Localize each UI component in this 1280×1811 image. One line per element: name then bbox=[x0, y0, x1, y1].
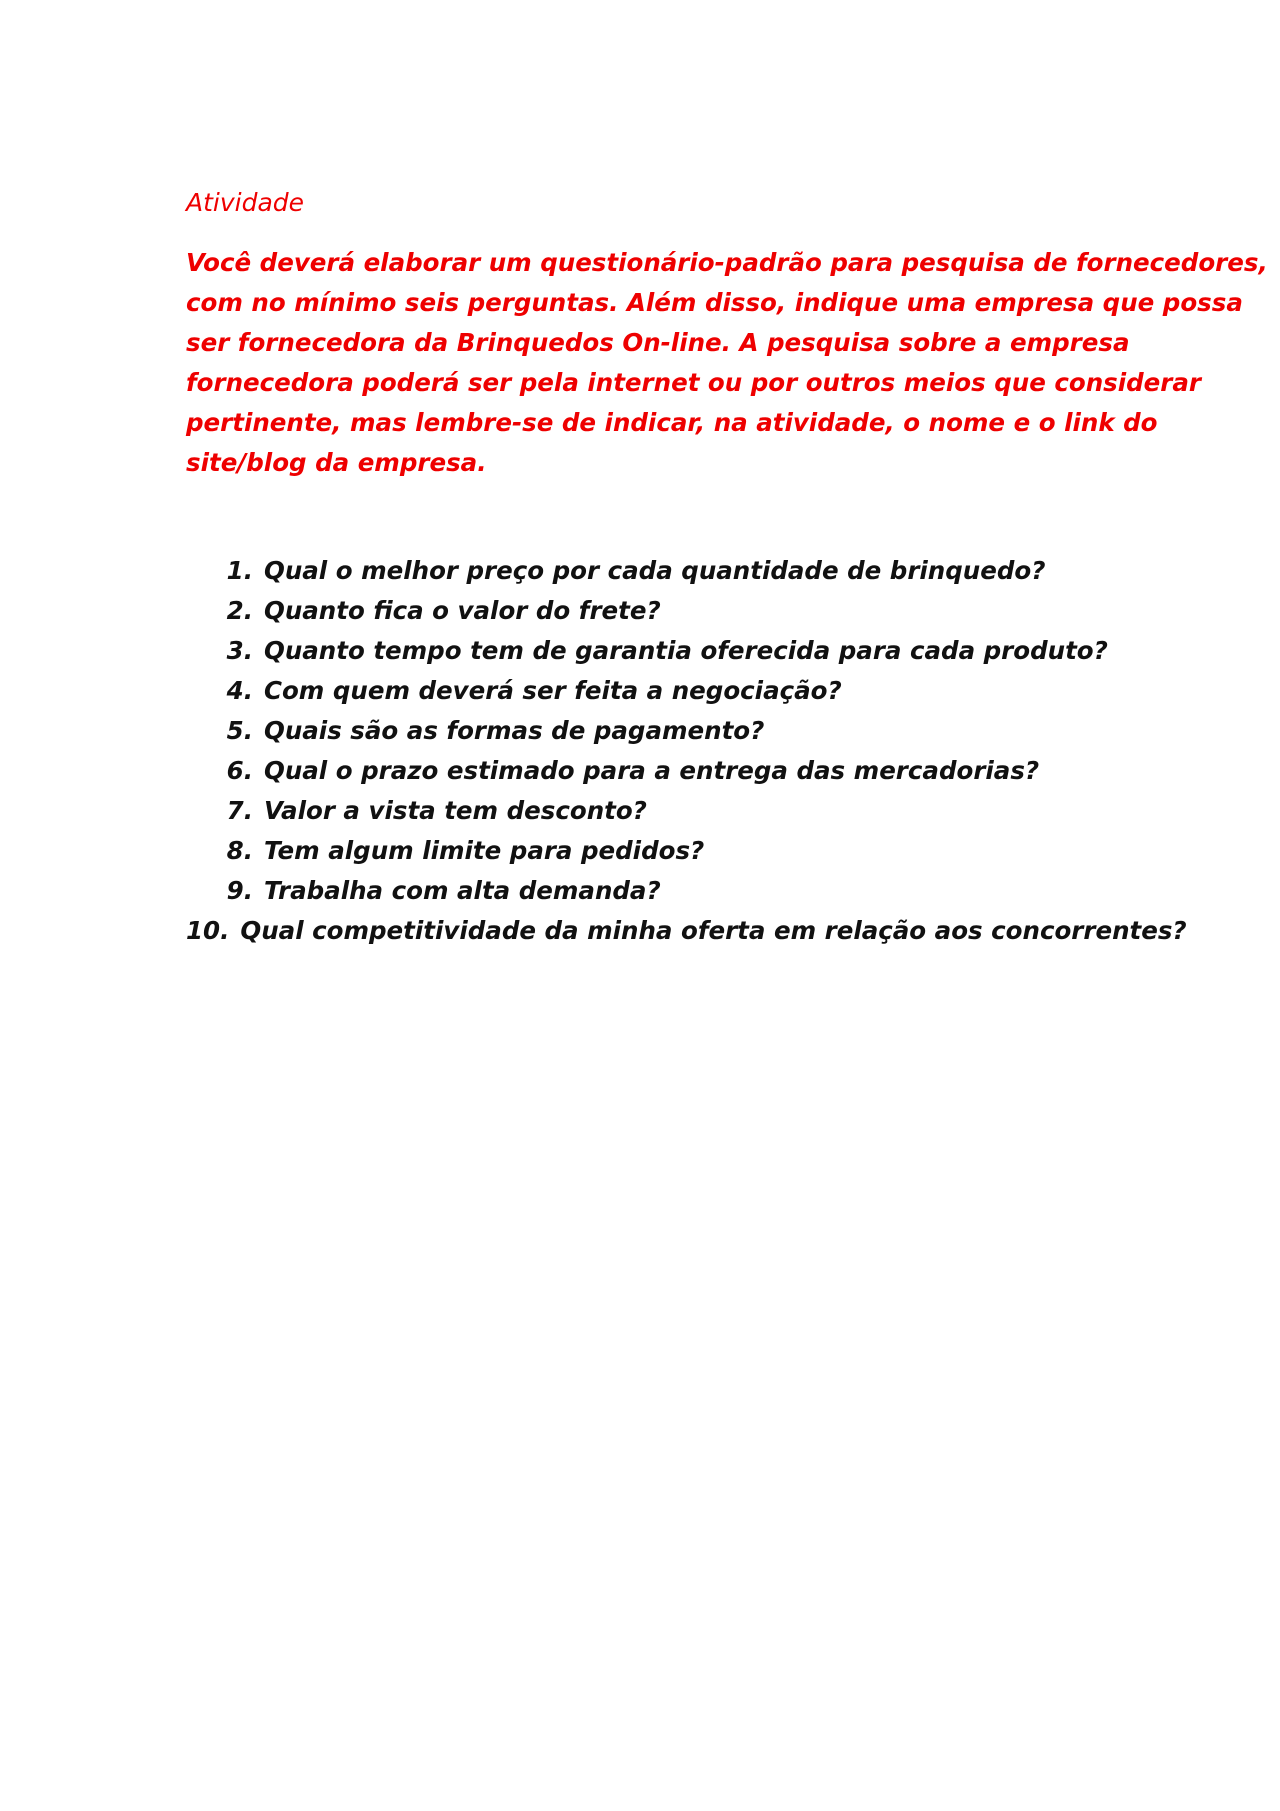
question-item bbox=[186, 831, 1186, 871]
question-number: 2. bbox=[226, 596, 253, 625]
question-text: Quanto fica o valor do frete? bbox=[264, 596, 661, 625]
question-item bbox=[186, 671, 1186, 711]
question-number: 5. bbox=[226, 716, 253, 745]
questions-list bbox=[186, 551, 1186, 951]
question-number: 4. bbox=[226, 676, 253, 705]
question-text: Com quem deverá ser feita a negociação? bbox=[264, 676, 842, 705]
question-text: Quanto tempo tem de garantia oferecida para cada produto? bbox=[264, 636, 1108, 665]
question-number: 1. bbox=[226, 556, 253, 585]
question-text: Qual o prazo estimado para a entrega das mercadorias? bbox=[264, 756, 1040, 785]
instructions-line: fornecedora poderá ser pela internet ou por outros meios que considerar bbox=[186, 368, 1201, 397]
question-item bbox=[186, 751, 1186, 791]
question-item bbox=[186, 631, 1186, 671]
activity-heading: Atividade bbox=[186, 188, 305, 217]
question-text: Qual o melhor preço por cada quantidade de brinquedo? bbox=[264, 556, 1046, 585]
question-number: 10. bbox=[186, 916, 230, 945]
question-item bbox=[186, 791, 1186, 831]
instructions-line: com no mínimo seis perguntas. Além disso, indique uma empresa que possa bbox=[186, 288, 1243, 317]
question-text: Qual competitividade da minha oferta em relação aos concorrentes? bbox=[240, 916, 1187, 945]
question-number: 9. bbox=[226, 876, 253, 905]
question-item bbox=[186, 871, 1186, 911]
question-text: Tem algum limite para pedidos? bbox=[264, 836, 705, 865]
activity-instructions bbox=[186, 243, 1268, 483]
question-item bbox=[186, 911, 1186, 951]
question-number: 8. bbox=[226, 836, 253, 865]
instructions-line: Você deverá elaborar um questionário-padrão para pesquisa de fornecedores, bbox=[186, 248, 1268, 277]
question-item bbox=[186, 551, 1186, 591]
question-text: Trabalha com alta demanda? bbox=[264, 876, 661, 905]
question-text: Quais são as formas de pagamento? bbox=[264, 716, 765, 745]
question-number: 7. bbox=[226, 796, 253, 825]
instructions-line: ser fornecedora da Brinquedos On-line. A pesquisa sobre a empresa bbox=[186, 328, 1130, 357]
question-number: 3. bbox=[226, 636, 253, 665]
instructions-line: pertinente, mas lembre-se de indicar, na atividade, o nome e o link do bbox=[186, 408, 1158, 437]
instructions-line: site/blog da empresa. bbox=[186, 448, 487, 477]
question-text: Valor a vista tem desconto? bbox=[264, 796, 647, 825]
question-number: 6. bbox=[226, 756, 253, 785]
question-item bbox=[186, 591, 1186, 631]
question-item bbox=[186, 711, 1186, 751]
